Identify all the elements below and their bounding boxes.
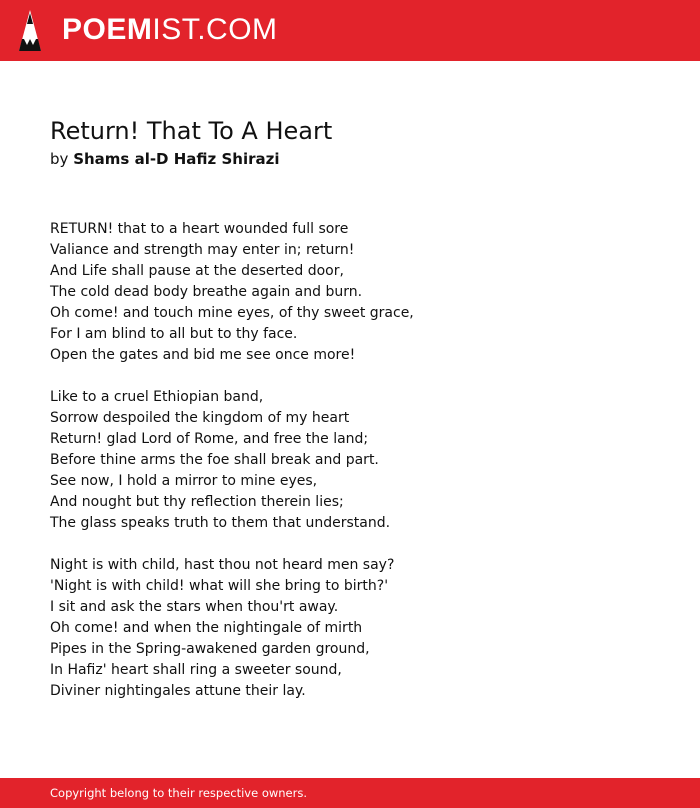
author-name: Shams al-D Hafiz Shirazi bbox=[73, 150, 280, 168]
poem-line: Pipes in the Spring-awakened garden ground, bbox=[50, 641, 370, 657]
poem-line: I sit and ask the stars when thou'rt away. bbox=[50, 599, 339, 615]
poem-line: In Hafiz' heart shall ring a sweeter sound, bbox=[50, 662, 342, 678]
logo-light-text: IST.COM bbox=[152, 13, 278, 46]
stanza bbox=[50, 387, 650, 534]
poem-line: Oh come! and touch mine eyes, of thy sweet grace, bbox=[50, 305, 414, 321]
poem-line: Open the gates and bid me see once more! bbox=[50, 347, 356, 363]
poem-line: Diviner nightingales attune their lay. bbox=[50, 683, 306, 699]
poem-line: For I am blind to all but to thy face. bbox=[50, 326, 298, 342]
pencil-tip-icon bbox=[19, 10, 41, 51]
poem-line: And nought but thy reflection therein lies; bbox=[50, 494, 344, 510]
poem-line: Valiance and strength may enter in; return! bbox=[50, 242, 355, 258]
poem-line: Sorrow despoiled the kingdom of my heart bbox=[50, 410, 350, 426]
site-header bbox=[0, 0, 700, 61]
poem-line: Before thine arms the foe shall break and part. bbox=[50, 452, 379, 468]
copyright-notice: Copyright belong to their respective owners. bbox=[50, 786, 308, 800]
poem-line: Like to a cruel Ethiopian band, bbox=[50, 389, 264, 405]
site-footer bbox=[0, 778, 700, 808]
poem-line: The glass speaks truth to them that understand. bbox=[50, 515, 391, 531]
poem-line: RETURN! that to a heart wounded full sore bbox=[50, 221, 349, 237]
poem-line: Return! glad Lord of Rome, and free the land; bbox=[50, 431, 369, 447]
byline bbox=[50, 149, 280, 169]
stanza bbox=[50, 219, 650, 366]
poem-line: The cold dead body breathe again and burn. bbox=[50, 284, 363, 300]
poem-line: See now, I hold a mirror to mine eyes, bbox=[50, 473, 318, 489]
poem-line: And Life shall pause at the deserted door, bbox=[50, 263, 344, 279]
poem-body bbox=[50, 219, 650, 723]
stanza bbox=[50, 555, 650, 702]
logo-bold-text: POEM bbox=[62, 13, 153, 46]
poem-line: Oh come! and when the nightingale of mirth bbox=[50, 620, 363, 636]
poem-title: Return! That To A Heart bbox=[50, 117, 333, 145]
poem-line: 'Night is with child! what will she bring to birth?' bbox=[50, 578, 389, 594]
by-label: by bbox=[50, 150, 69, 168]
poem-line: Night is with child, hast thou not heard men say? bbox=[50, 557, 395, 573]
site-logo-link[interactable] bbox=[62, 12, 278, 48]
